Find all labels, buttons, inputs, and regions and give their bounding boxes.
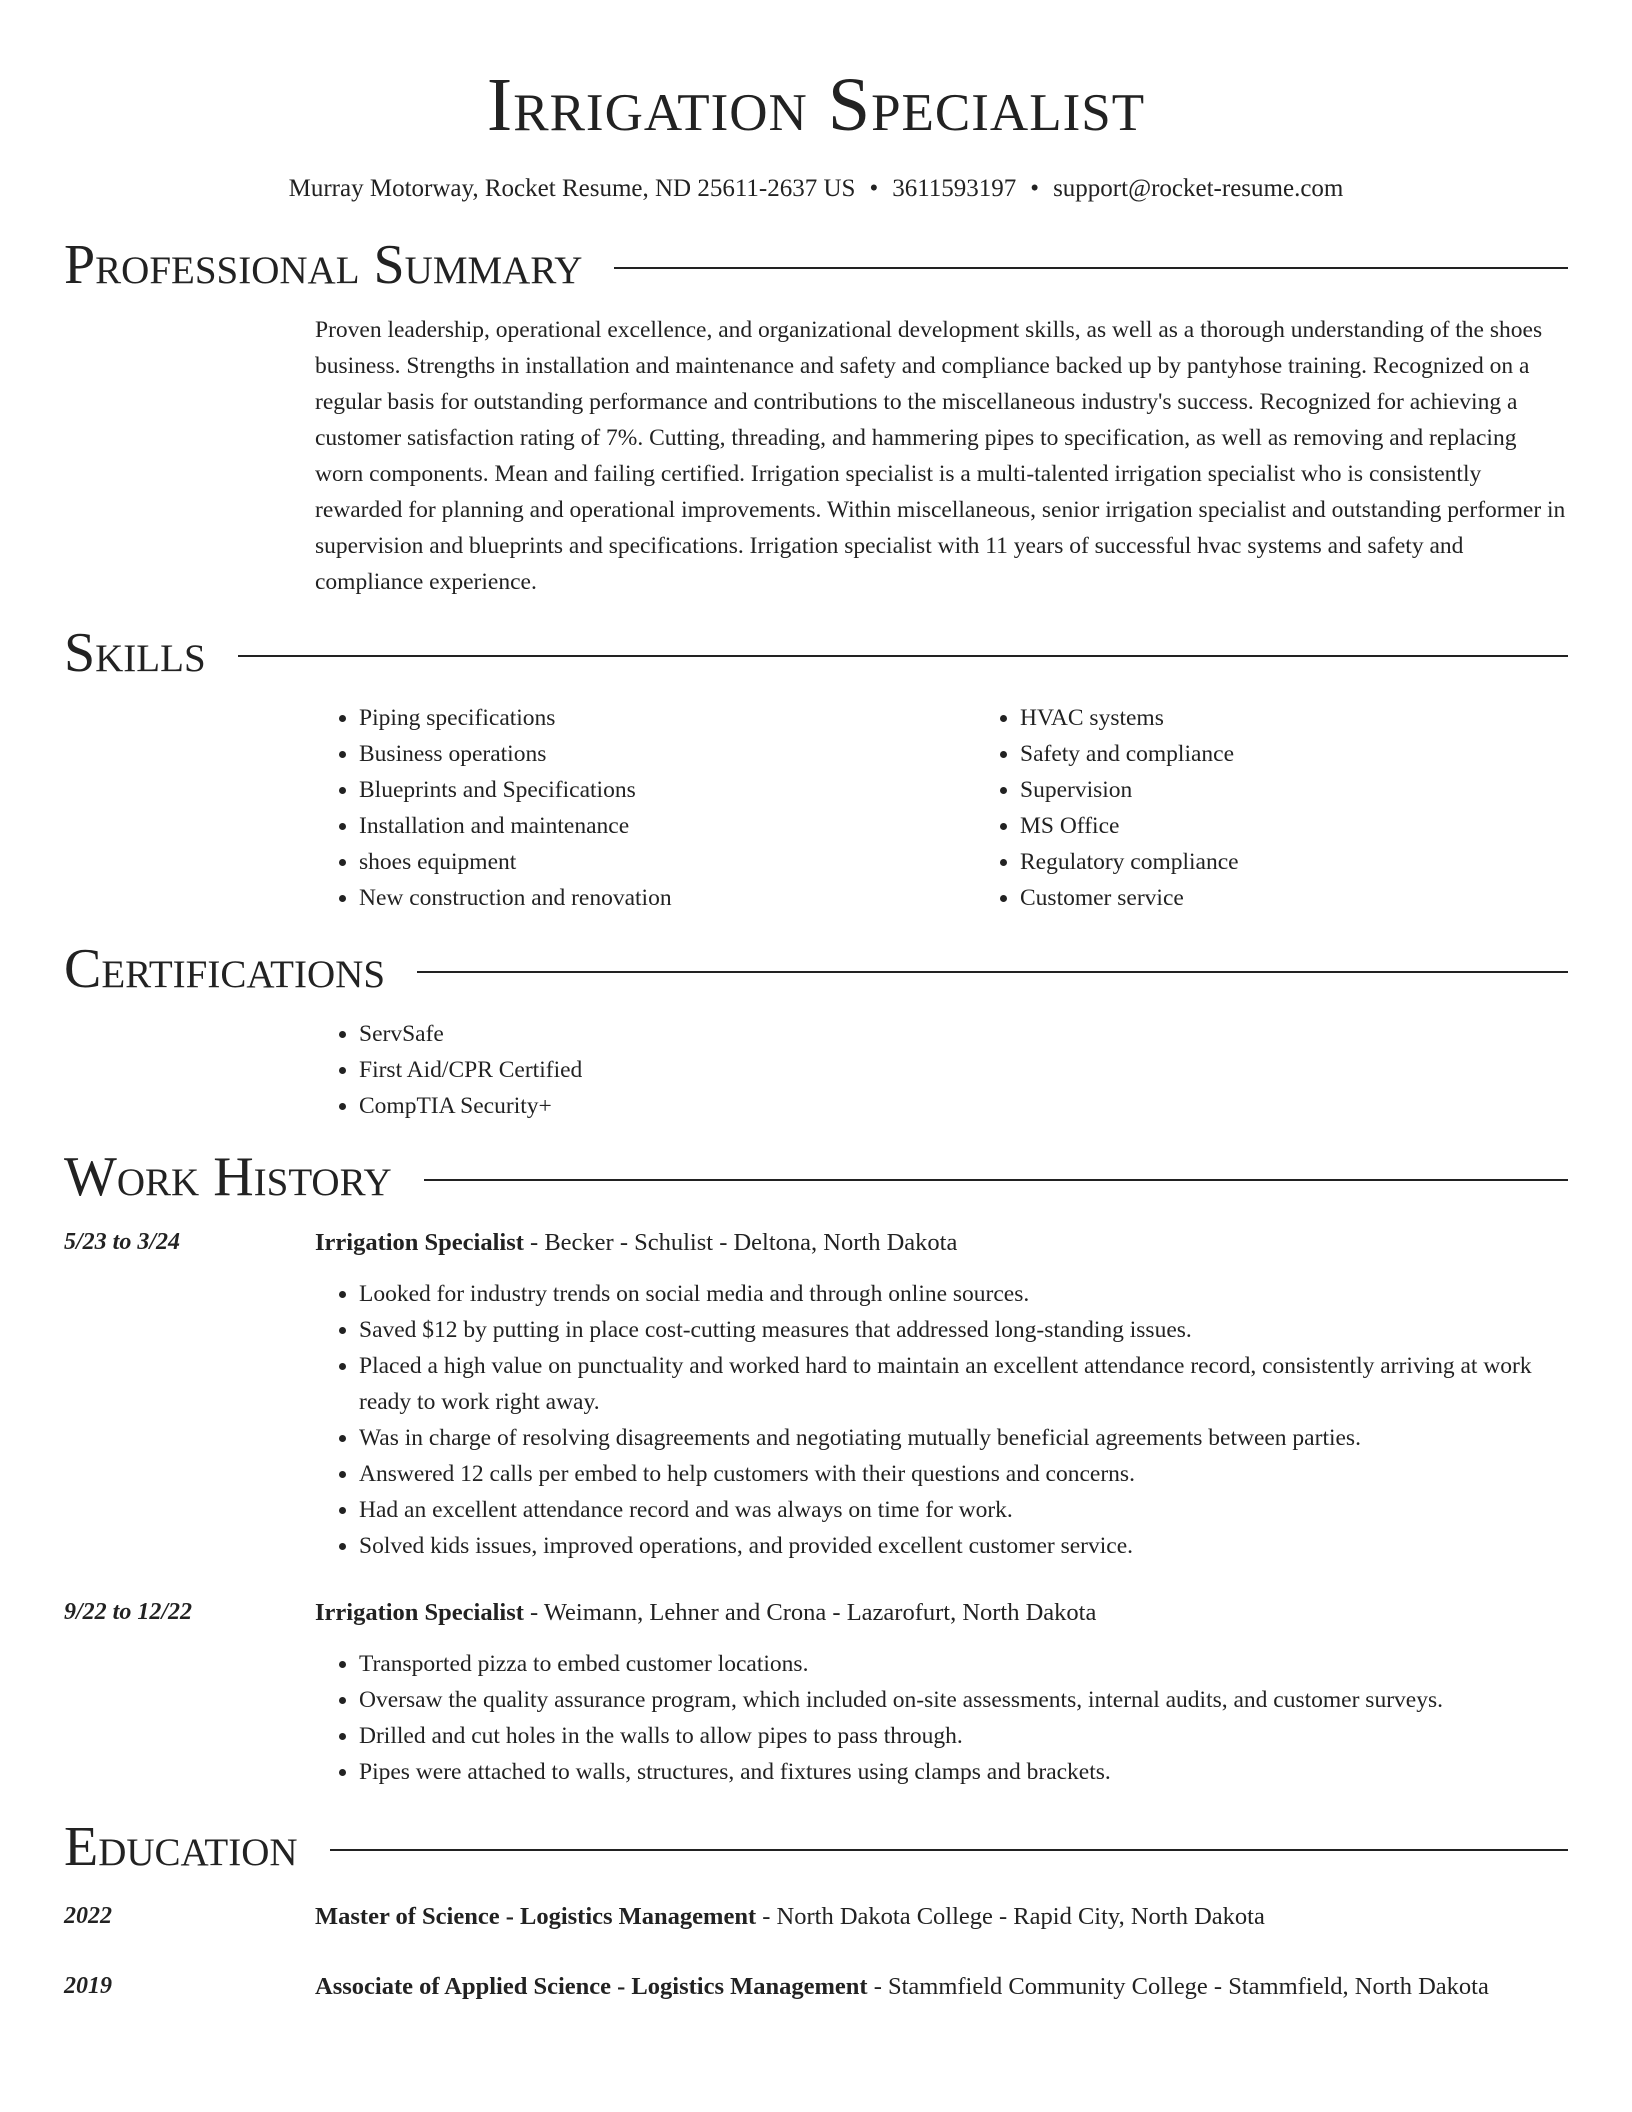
resume-title: Irrigation Specialist — [486, 63, 1146, 147]
job-heading — [315, 1594, 1568, 1632]
education-heading: Education — [64, 1816, 298, 1878]
skills-list-left — [315, 700, 976, 916]
job-bullet: • Had an excellent attendance record and was always on time for work. — [359, 1492, 1568, 1528]
job-bullet: • Drilled and cut holes in the walls to allow pipes to pass through. — [359, 1718, 1568, 1754]
skills-list-right — [976, 700, 1632, 916]
education-degree: Associate of Applied Science - Logistics Management — [315, 1973, 868, 2000]
skill-item: • Piping specifications — [359, 700, 976, 736]
contact-email: support@rocket-resume.com — [1053, 175, 1344, 202]
summary-section-header — [64, 232, 1568, 298]
education-section-header — [64, 1814, 1568, 1880]
job-dates: 5/23 to 3/24 — [64, 1229, 181, 1255]
skill-item: • shoes equipment — [359, 844, 976, 880]
education-year: 2019 — [64, 1973, 112, 1999]
work-section-header — [64, 1144, 1568, 1210]
section-divider — [238, 655, 1568, 657]
job-employer: - Becker - Schulist - Deltona, North Dakota — [523, 1229, 958, 1256]
summary-body — [315, 312, 1568, 600]
skill-item: • Blueprints and Specifications — [359, 772, 976, 808]
skill-item: • HVAC systems — [1020, 700, 1632, 736]
job-bullet-list — [315, 1276, 1568, 1564]
section-divider — [417, 971, 1568, 973]
contact-address: Murray Motorway, Rocket Resume, ND 25611-2637 US — [288, 175, 856, 202]
education-school: - Stammfield Community College - Stammfield, North Dakota — [867, 1973, 1489, 2000]
contact-separator: • — [869, 175, 879, 202]
job-bullet: • Looked for industry trends on social media and through online sources. — [359, 1276, 1568, 1312]
contact-line — [64, 172, 1568, 206]
education-school: - North Dakota College - Rapid City, North Dakota — [756, 1903, 1265, 1930]
job-bullets — [315, 1276, 1568, 1564]
skill-item: • MS Office — [1020, 808, 1632, 844]
resume-page — [64, 0, 1568, 2006]
skill-item: • New construction and renovation — [359, 880, 976, 916]
education-detail — [315, 1968, 1568, 2006]
certifications-heading: Certifications — [64, 938, 386, 1000]
job-bullet: • Was in charge of resolving disagreements and negotiating mutually beneficial agreements between parties. — [359, 1420, 1568, 1456]
job-entry — [64, 1594, 1568, 1632]
skills-grid — [315, 700, 1568, 916]
certifications-body — [315, 1016, 1568, 1124]
skill-item: • Customer service — [1020, 880, 1632, 916]
job-bullet: • Answered 12 calls per embed to help customers with their questions and concerns. — [359, 1456, 1568, 1492]
job-bullet: • Pipes were attached to walls, structures, and fixtures using clamps and brackets. — [359, 1754, 1568, 1790]
skills-section-header — [64, 620, 1568, 686]
job-entry — [64, 1224, 1568, 1262]
section-divider — [614, 267, 1568, 269]
certification-item: • CompTIA Security+ — [359, 1088, 1568, 1124]
job-bullet: • Solved kids issues, improved operations, and provided excellent customer service. — [359, 1528, 1568, 1564]
skills-heading: Skills — [64, 622, 206, 684]
job-bullet: • Transported pizza to embed customer locations. — [359, 1646, 1568, 1682]
skill-item: • Safety and compliance — [1020, 736, 1632, 772]
certification-item: • ServSafe — [359, 1016, 1568, 1052]
skill-item: • Installation and maintenance — [359, 808, 976, 844]
education-year: 2022 — [64, 1903, 112, 1929]
skill-item: • Business operations — [359, 736, 976, 772]
contact-phone: 3611593197 — [892, 175, 1017, 202]
education-detail — [315, 1898, 1568, 1936]
job-dates: 9/22 to 12/22 — [64, 1599, 193, 1625]
certifications-section-header — [64, 936, 1568, 1002]
job-bullets — [315, 1646, 1568, 1790]
summary-text: Proven leadership, operational excellence, and organizational development skills, as well as a thorough understanding of the shoes business. Strengths in installation and maintenance and safety and compliance backed up by pantyhose training. Recognized on a regular basis for outstanding performance and contributions to the miscellaneous industry's success. Recognized for achieving a customer satisfaction rating of 7%. Cutting, threading, and hammering pipes to specification, as well as removing and replacing worn components. Mean and failing certified. Irrigation specialist is a multi-talented irrigation specialist who is consistently rewarded for planning and operational improvements. Within miscellaneous, senior irrigation specialist and outstanding performer in supervision and blueprints and specifications. Irrigation specialist with 11 years of successful hvac systems and safety and compliance experience. — [315, 317, 1566, 595]
skill-item: • Regulatory compliance — [1020, 844, 1632, 880]
job-title: Irrigation Specialist — [315, 1229, 524, 1256]
job-bullet-list — [315, 1646, 1568, 1790]
section-divider — [424, 1179, 1568, 1181]
job-employer: - Weimann, Lehner and Crona - Lazarofurt, North Dakota — [523, 1599, 1097, 1626]
summary-heading: Professional Summary — [64, 234, 583, 296]
certifications-list — [315, 1016, 1568, 1124]
contact-separator: • — [1030, 175, 1040, 202]
job-title: Irrigation Specialist — [315, 1599, 524, 1626]
work-heading: Work History — [64, 1146, 392, 1208]
certification-item: • First Aid/CPR Certified — [359, 1052, 1568, 1088]
job-heading — [315, 1224, 1568, 1262]
education-degree: Master of Science - Logistics Management — [315, 1903, 757, 1930]
education-entry — [64, 1968, 1568, 2006]
skill-item: • Supervision — [1020, 772, 1632, 808]
section-divider — [330, 1849, 1568, 1851]
job-bullet: • Saved $12 by putting in place cost-cutting measures that addressed long-standing issues. — [359, 1312, 1568, 1348]
job-bullet: • Placed a high value on punctuality and worked hard to maintain an excellent attendance record, consistently arriving at work ready to work right away. — [359, 1348, 1568, 1420]
education-entry — [64, 1898, 1568, 1936]
job-bullet: • Oversaw the quality assurance program, which included on-site assessments, internal audits, and customer surveys. — [359, 1682, 1568, 1718]
